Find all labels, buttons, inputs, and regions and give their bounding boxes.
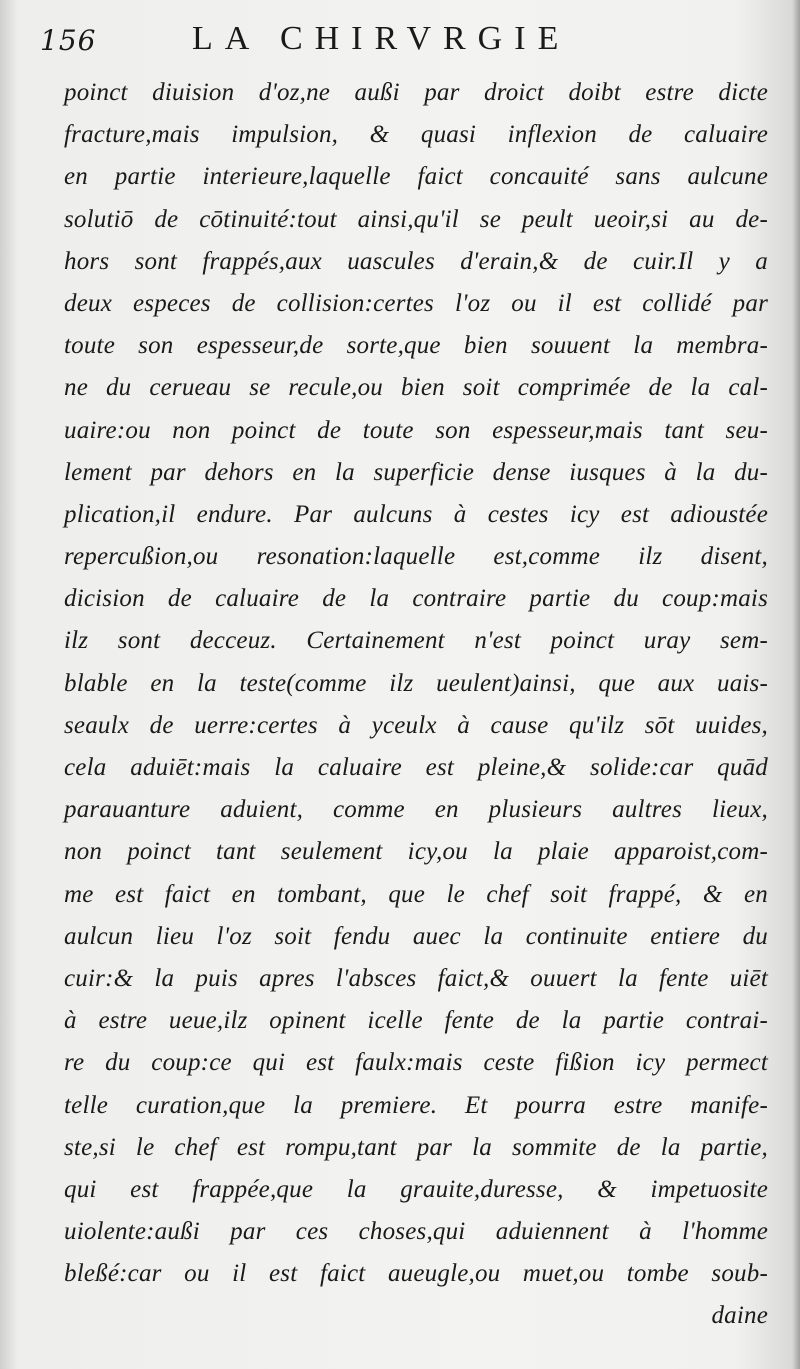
text-line: solutiō de cōtinuité:tout ainsi,qu'il se peult ueoir,si au de- [64,205,768,233]
text-line: cuir:& la puis apres l'absces faict,& ouuert la fente uiēt [64,964,768,992]
text-line: qui est frappée,que la grauite,duresse, & impetuosite [64,1175,768,1203]
text-line: ste,si le chef est rompu,tant par la sommite de la partie, [64,1133,768,1161]
page-number: 156 [40,24,97,57]
running-title: LA CHIRVRGIE [192,20,571,57]
text-line: me est faict en tombant, que le chef soit frappé, & en [64,880,768,908]
text-line: fracture,mais impulsion, & quasi inflexion de caluaire [64,121,768,149]
text-line: uiolente:außi par ces choses,qui aduiennent à l'homme [64,1218,768,1246]
text-line: re du coup:ce qui est faulx:mais ceste fißion icy permect [64,1049,768,1077]
page-header [0,10,800,60]
text-line: ilz sont decceuz. Certainement n'est poinct uray sem- [64,627,768,655]
text-line: parauanture aduient, comme en plusieurs aultres lieux, [64,796,768,824]
text-line: poinct diuision d'oz,ne außi par droict doibt estre dicte [64,79,768,106]
text-line: uaire:ou non poinct de toute son espesseur,mais tant seu- [64,416,768,444]
text-line: seaulx de uerre:certes à yceulx à cause qu'ilz sōt uuides, [64,711,768,739]
text-line: ne du cerueau se recule,ou bien soit comprimée de la cal- [64,374,768,402]
text-line: telle curation,que la premiere. Et pourra estre manife- [64,1091,768,1119]
body-text [64,72,768,1338]
text-line: bleßé:car ou il est faict aueugle,ou muet,ou tombe soub- [64,1260,768,1288]
text-line: cela aduiēt:mais la caluaire est pleine,& solide:car quād [64,754,768,781]
text-line: hors sont frappés,aux uascules d'erain,& de cuir.Il y a [64,247,768,275]
text-line: blable en la teste(comme ilz ueulent)ainsi, que aux uais- [64,669,768,697]
text-line: deux especes de collision:certes l'oz ou il est collidé par [64,289,768,317]
catchword: daine [711,1302,768,1330]
text-line: aulcun lieu l'oz soit fendu auec la continuite entiere du [64,922,768,950]
text-line: dicision de caluaire de la contraire partie du coup:mais [64,585,768,613]
page-edge-shadow [792,0,800,1369]
text-line: non poinct tant seulement icy,ou la plaie apparoist,com- [64,838,768,866]
text-line: plication,il endure. Par aulcuns à cestes icy est adioustée [64,500,768,528]
text-line: en partie interieure,laquelle faict concauité sans aulcune [64,163,768,191]
text-line: toute son espesseur,de sorte,que bien souuent la membra- [64,332,768,360]
text-line: lement par dehors en la superficie dense iusques à la du- [64,458,768,486]
text-line: repercußion,ou resonation:laquelle est,comme ilz disent, [64,543,768,571]
text-line: à estre ueue,ilz opinent icelle fente de la partie contrai- [64,1007,768,1035]
